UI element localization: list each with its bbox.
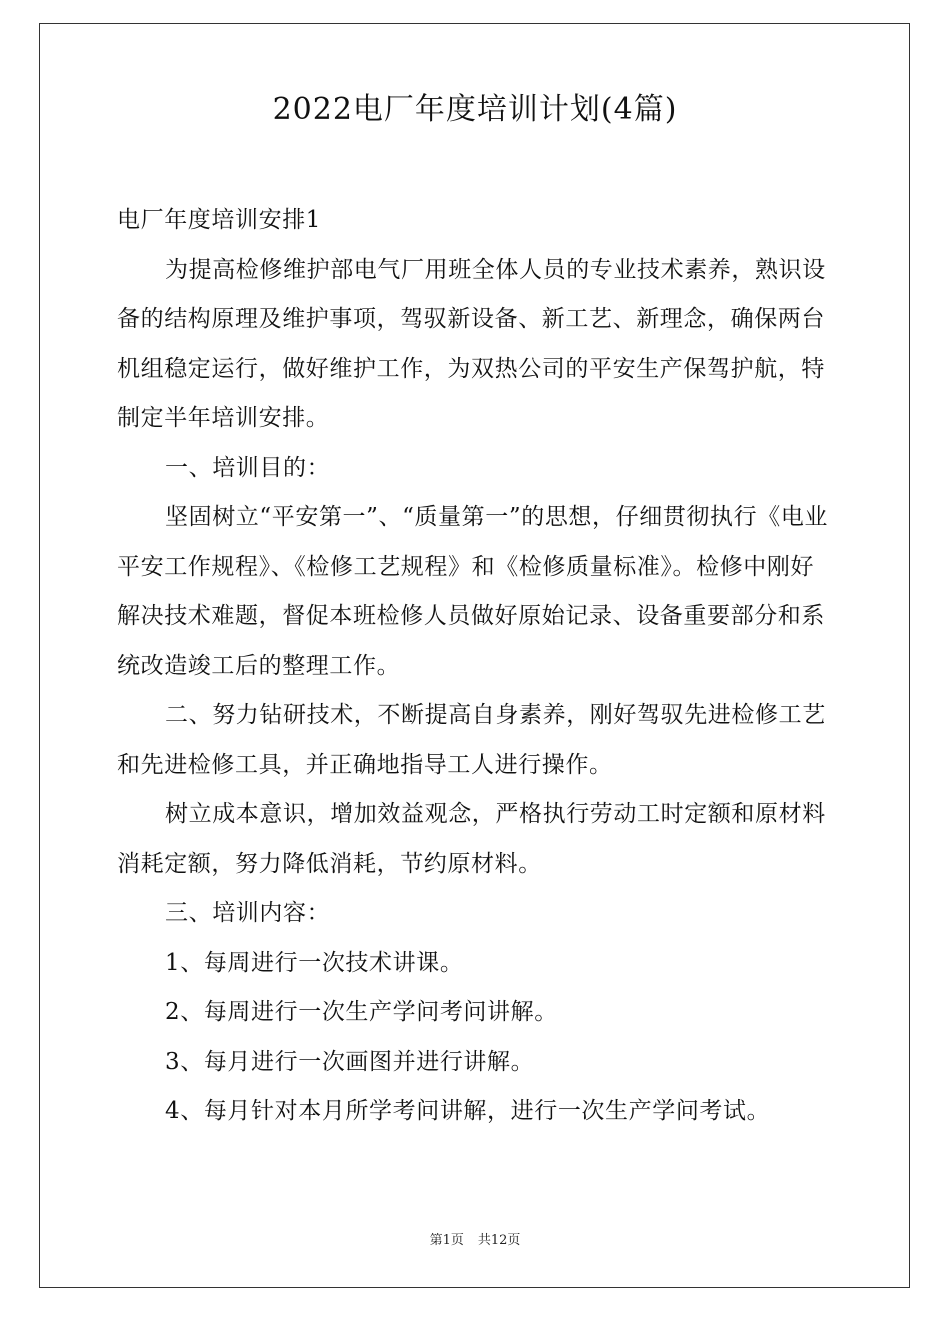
document-title: 2022电厂年度培训计划(4篇)	[272, 92, 678, 127]
paragraph-intro: 为提高检修维护部电气厂用班全体人员的专业技术素养，熟识设备的结构原理及维护事项，驾驭新设备、新工艺、新理念，确保两台机组稳定运行，做好维护工作，为双热公司的平安生产保驾护航，特制定半年培训安排。	[117, 256, 826, 431]
paragraph-safety-quality: 坚固树立“平安第一”、“质量第一”的思想，仔细贯彻执行《电业平安工作规程》、《检修工艺规程》和《检修质量标准》。检修中刚好解决技术难题，督促本班检修人员做好原始记录、设备重要部分和系统改造竣工后的整理工作。	[117, 504, 829, 679]
page-number-current: 第1页	[429, 1233, 464, 1248]
document-body	[117, 196, 837, 1137]
section-heading: 电厂年度培训安排1	[117, 207, 322, 233]
list-item: 4、每月针对本月所学考问讲解，进行一次生产学问考试。	[165, 1098, 771, 1124]
page-footer	[0, 1232, 950, 1250]
list-item: 1、每周进行一次技术讲课。	[165, 949, 464, 976]
page-number-total: 共12页	[477, 1233, 521, 1248]
list-item: 3、每月进行一次画图并进行讲解。	[165, 1048, 535, 1075]
heading-training-content: 三、培训内容：	[165, 900, 331, 926]
heading-training-purpose: 一、培训目的：	[165, 454, 331, 481]
paragraph-study-technology: 二、努力钻研技术，不断提高自身素养，刚好驾驭先进检修工艺和先进检修工具，并正确地指导工人进行操作。	[117, 702, 826, 778]
paragraph-cost-awareness: 树立成本意识，增加效益观念，严格执行劳动工时定额和原材料消耗定额，努力降低消耗，节约原材料。	[117, 801, 826, 877]
list-item: 2、每周进行一次生产学问考问讲解。	[165, 999, 558, 1025]
